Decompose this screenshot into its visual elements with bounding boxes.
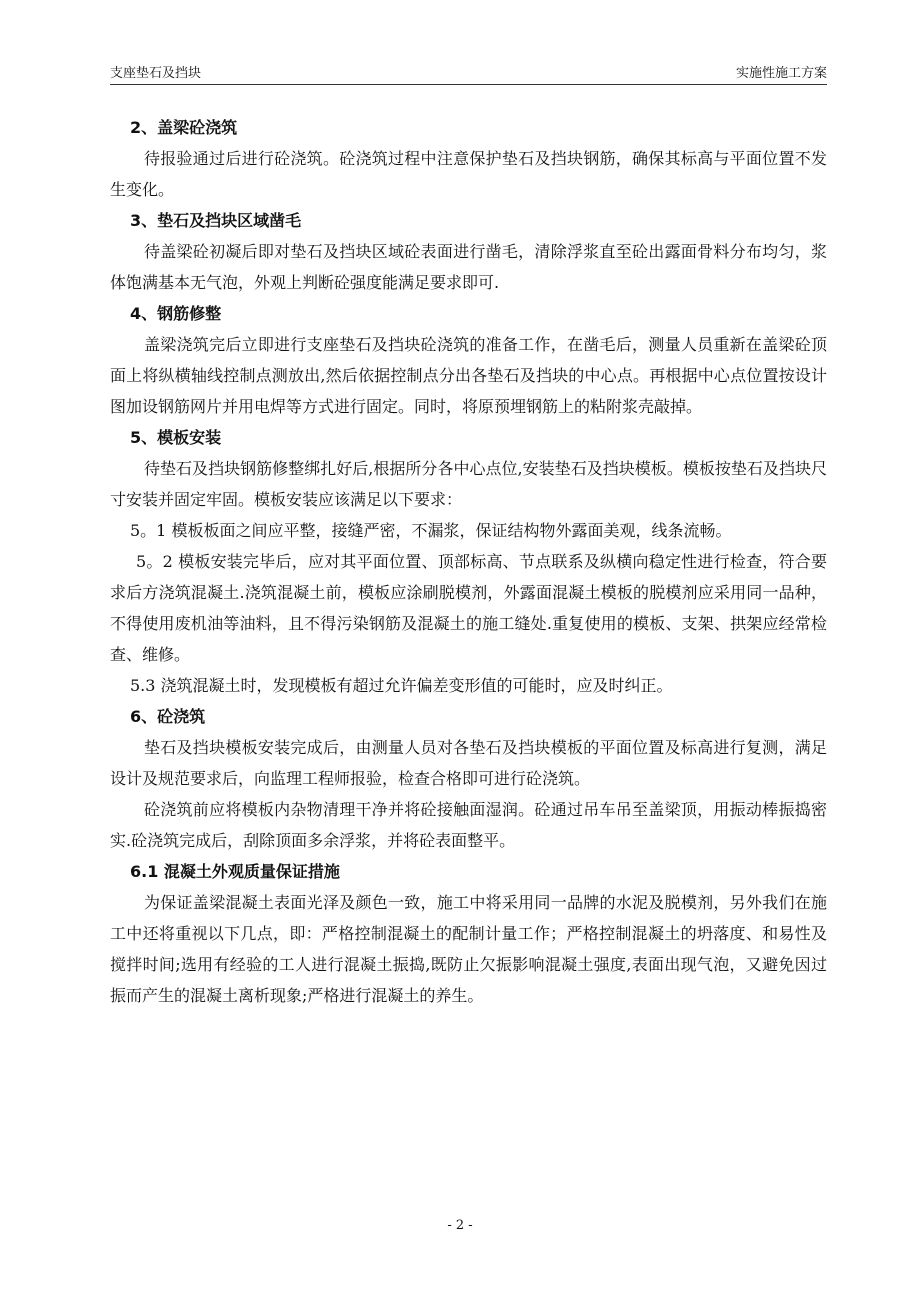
paragraph: 待垫石及挡块钢筋修整绑扎好后,根据所分各中心点位,安装垫石及挡块模板。模板按垫石及挡块尺寸安装并固定牢固。模板安装应该满足以下要求：	[110, 459, 827, 509]
header-doc-section: 支座垫石及挡块	[110, 66, 202, 81]
section-heading-3: 3、垫石及挡块区域凿毛	[130, 211, 302, 230]
section-heading-2: 2、盖梁砼浇筑	[130, 118, 238, 137]
list-item-5-2: 5。2 模板安装完毕后，应对其平面位置、顶部标高、节点联系及纵横向稳定性进行检查，符合要求后方浇筑混凝土.浇筑混凝土前，模板应涂刷脱模剂，外露面混凝土模板的脱模剂应采用同一品种，不得使用废机油等油料，且不得污染钢筋及混凝土的施工缝处.重复使用的模板、支架、拱架应经常检查、维修。	[110, 552, 827, 664]
paragraph: 垫石及挡块模板安装完成后，由测量人员对各垫石及挡块模板的平面位置及标高进行复测，满足设计及规范要求后，向监理工程师报验，检查合格即可进行砼浇筑。	[110, 738, 827, 788]
header-doc-title: 实施性施工方案	[735, 66, 827, 81]
page-number: - 2 -	[447, 1218, 473, 1233]
paragraph: 待盖梁砼初凝后即对垫石及挡块区域砼表面进行凿毛，清除浮浆直至砼出露面骨料分布均匀，浆体饱满基本无气泡，外观上判断砼强度能满足要求即可.	[110, 242, 827, 292]
section-heading-6: 6、砼浇筑	[130, 707, 206, 726]
page-header	[110, 66, 827, 85]
paragraph: 待报验通过后进行砼浇筑。砼浇筑过程中注意保护垫石及挡块钢筋，确保其标高与平面位置不发生变化。	[110, 149, 827, 199]
document-body	[110, 112, 827, 1011]
paragraph: 砼浇筑前应将模板内杂物清理干净并将砼接触面湿润。砼通过吊车吊至盖梁顶，用振动棒振捣密实.砼浇筑完成后，刮除顶面多余浮浆，并将砼表面整平。	[110, 800, 827, 850]
paragraph: 为保证盖梁混凝土表面光泽及颜色一致，施工中将采用同一品牌的水泥及脱模剂，另外我们在施工中还将重视以下几点，即：严格控制混凝土的配制计量工作；严格控制混凝土的坍落度、和易性及搅拌时间;选用有经验的工人进行混凝土振捣,既防止欠振影响混凝土强度,表面出现气泡，又避免因过振而产生的混凝土离析现象;严格进行混凝土的养生。	[110, 893, 827, 1005]
section-heading-5: 5、模板安装	[130, 428, 222, 447]
section-heading-6-1: 6.1 混凝土外观质量保证措施	[130, 862, 340, 881]
section-heading-4: 4、钢筋修整	[130, 304, 222, 323]
paragraph: 盖梁浇筑完后立即进行支座垫石及挡块砼浇筑的准备工作，在凿毛后，测量人员重新在盖梁砼顶面上将纵横轴线控制点测放出,然后依据控制点分出各垫石及挡块的中心点。再根据中心点位置按设计图加设钢筋网片并用电焊等方式进行固定。同时，将原预埋钢筋上的粘附浆壳敲掉。	[110, 335, 827, 416]
list-item-5-1: 5。1 模板板面之间应平整，接缝严密，不漏浆，保证结构物外露面美观，线条流畅。	[130, 521, 732, 540]
list-item-5-3: 5.3 浇筑混凝土时，发现模板有超过允许偏差变形值的可能时，应及时纠正。	[130, 676, 673, 695]
